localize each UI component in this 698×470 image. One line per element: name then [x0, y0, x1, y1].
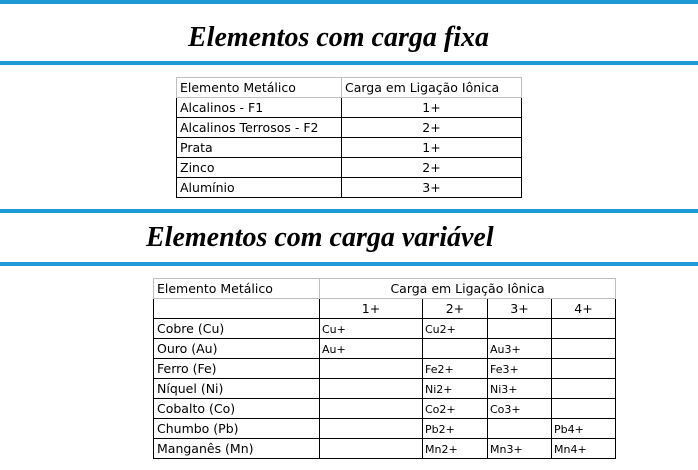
charge-2-cell: Ni2+: [423, 379, 488, 399]
charge-3-cell: Au3+: [488, 339, 552, 359]
charge-4-cell: [552, 319, 616, 339]
charge-2-cell: Fe2+: [423, 359, 488, 379]
table-row: [177, 98, 522, 118]
top-divider: [0, 0, 698, 4]
charge-2-cell: [423, 339, 488, 359]
charge-3-cell: Co3+: [488, 399, 552, 419]
subheader-4plus: 4+: [552, 299, 616, 319]
element-cell: Ferro (Fe): [154, 359, 320, 379]
table-row: [177, 178, 522, 198]
element-cell: Chumbo (Pb): [154, 419, 320, 439]
section-divider: [0, 209, 698, 213]
subheader-1plus: 1+: [320, 299, 423, 319]
charge-3-cell: [488, 419, 552, 439]
header-charge: Carga em Ligação Iônica: [320, 279, 616, 299]
charge-4-cell: Mn4+: [552, 439, 616, 459]
header-charge: Carga em Ligação Iônica: [342, 78, 522, 98]
charge-1-cell: [320, 419, 423, 439]
element-cell: Ouro (Au): [154, 339, 320, 359]
header-element: Elemento Metálico: [154, 279, 320, 299]
section1-underline: [0, 61, 698, 65]
charge-1-cell: Au+: [320, 339, 423, 359]
charge-cell: 1+: [342, 98, 522, 118]
charge-4-cell: [552, 379, 616, 399]
fixed-charge-table: [176, 77, 522, 198]
section2-underline: [0, 262, 698, 266]
table-row: [154, 359, 616, 379]
section1-title: Elementos com carga fixa: [188, 22, 489, 53]
table-row: [177, 138, 522, 158]
charge-cell: 2+: [342, 118, 522, 138]
table-row: [177, 118, 522, 138]
element-cell: Alcalinos Terrosos - F2: [177, 118, 342, 138]
charge-3-cell: Mn3+: [488, 439, 552, 459]
subheader-2plus: 2+: [423, 299, 488, 319]
element-cell: Zinco: [177, 158, 342, 178]
element-cell: Alumínio: [177, 178, 342, 198]
table-subheader-row: [154, 299, 616, 319]
element-cell: Alcalinos - F1: [177, 98, 342, 118]
charge-1-cell: [320, 399, 423, 419]
empty-cell: [154, 299, 320, 319]
element-cell: Cobre (Cu): [154, 319, 320, 339]
section2-title: Elementos com carga variável: [146, 222, 494, 253]
table-row: [177, 158, 522, 178]
charge-2-cell: Co2+: [423, 399, 488, 419]
table-header-row: [154, 279, 616, 299]
charge-3-cell: Fe3+: [488, 359, 552, 379]
charge-2-cell: Mn2+: [423, 439, 488, 459]
charge-4-cell: [552, 399, 616, 419]
charge-cell: 2+: [342, 158, 522, 178]
element-cell: Cobalto (Co): [154, 399, 320, 419]
subheader-3plus: 3+: [488, 299, 552, 319]
charge-3-cell: [488, 319, 552, 339]
table-row: [154, 319, 616, 339]
table-row: [154, 399, 616, 419]
charge-cell: 1+: [342, 138, 522, 158]
charge-1-cell: [320, 359, 423, 379]
charge-4-cell: [552, 339, 616, 359]
charge-1-cell: [320, 379, 423, 399]
header-element: Elemento Metálico: [177, 78, 342, 98]
charge-3-cell: Ni3+: [488, 379, 552, 399]
element-cell: Níquel (Ni): [154, 379, 320, 399]
charge-2-cell: Pb2+: [423, 419, 488, 439]
table-header-row: [177, 78, 522, 98]
table-row: [154, 419, 616, 439]
table-row: [154, 339, 616, 359]
charge-cell: 3+: [342, 178, 522, 198]
charge-1-cell: Cu+: [320, 319, 423, 339]
charge-1-cell: [320, 439, 423, 459]
charge-4-cell: [552, 359, 616, 379]
table-row: [154, 379, 616, 399]
element-cell: Prata: [177, 138, 342, 158]
variable-charge-table: [153, 278, 616, 459]
charge-4-cell: Pb4+: [552, 419, 616, 439]
table-row: [154, 439, 616, 459]
element-cell: Manganês (Mn): [154, 439, 320, 459]
charge-2-cell: Cu2+: [423, 319, 488, 339]
